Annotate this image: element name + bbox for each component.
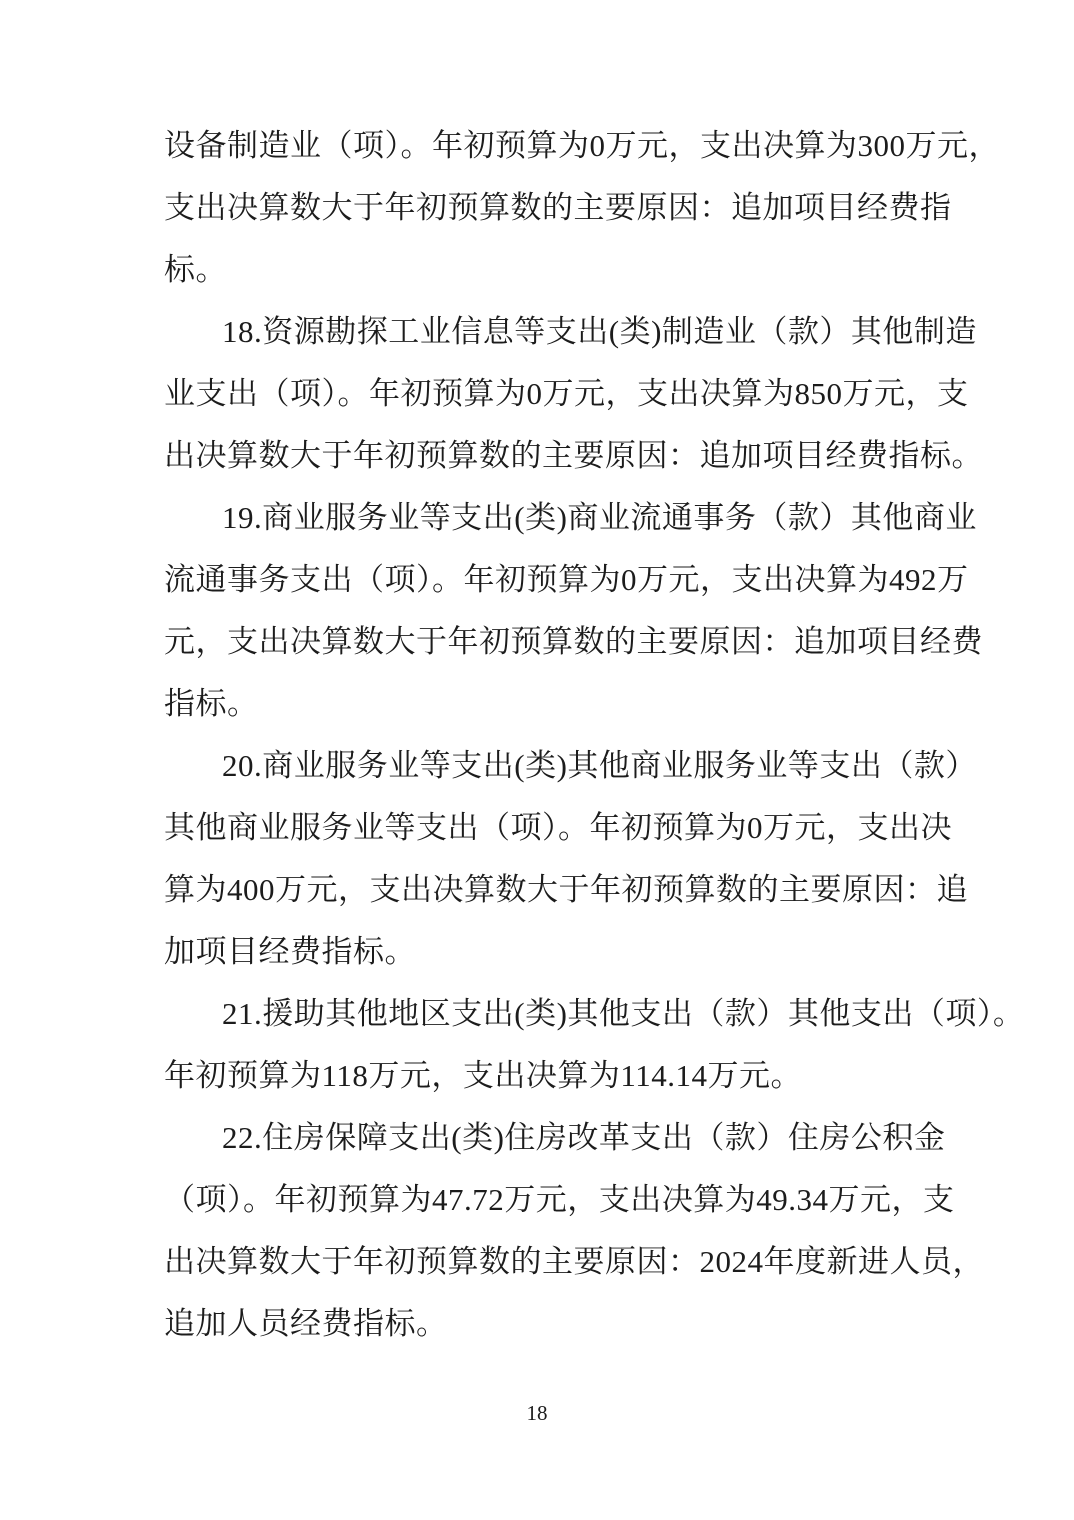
text-line: 指标。 <box>164 686 259 721</box>
document-body <box>164 115 1025 1355</box>
text-line: 出决算数大于年初预算数的主要原因：2024年度新进人员， <box>164 1244 984 1279</box>
text-line: 21.援助其他地区支出(类)其他支出（款）其他支出（项）。 <box>222 996 1025 1031</box>
paragraph <box>164 115 1000 301</box>
paragraph <box>164 301 983 487</box>
paragraph <box>164 735 977 983</box>
paragraph <box>164 1107 984 1355</box>
text-line: 出决算数大于年初预算数的主要原因：追加项目经费指标。 <box>164 438 983 473</box>
text-line: 元，支出决算数大于年初预算数的主要原因：追加项目经费 <box>164 624 983 659</box>
paragraph <box>164 487 983 735</box>
paragraph <box>164 983 1025 1107</box>
text-line: 追加人员经费指标。 <box>164 1306 448 1341</box>
page-number: 18 <box>526 1401 548 1425</box>
text-line: 标。 <box>164 252 227 287</box>
text-line: 流通事务支出（项）。年初预算为0万元，支出决算为492万 <box>164 562 969 597</box>
text-line: 业支出（项）。年初预算为0万元，支出决算为850万元，支 <box>164 376 969 411</box>
text-line: 加项目经费指标。 <box>164 934 416 969</box>
text-line: 19.商业服务业等支出(类)商业流通事务（款）其他商业 <box>222 500 977 535</box>
page-footer <box>0 1398 1074 1428</box>
text-line: 设备制造业（项）。年初预算为0万元，支出决算为300万元， <box>164 128 1000 163</box>
text-line: 22.住房保障支出(类)住房改革支出（款）住房公积金 <box>222 1120 946 1155</box>
text-line: （项）。年初预算为47.72万元，支出决算为49.34万元，支 <box>164 1182 955 1217</box>
text-line: 支出决算数大于年初预算数的主要原因：追加项目经费指 <box>164 190 952 225</box>
text-line: 年初预算为118万元，支出决算为114.14万元。 <box>164 1058 802 1093</box>
text-line: 18.资源勘探工业信息等支出(类)制造业（款）其他制造 <box>222 314 977 349</box>
text-line: 20.商业服务业等支出(类)其他商业服务业等支出（款） <box>222 748 977 783</box>
text-line: 算为400万元，支出决算数大于年初预算数的主要原因：追 <box>164 872 968 907</box>
text-line: 其他商业服务业等支出（项）。年初预算为0万元，支出决 <box>164 810 952 845</box>
